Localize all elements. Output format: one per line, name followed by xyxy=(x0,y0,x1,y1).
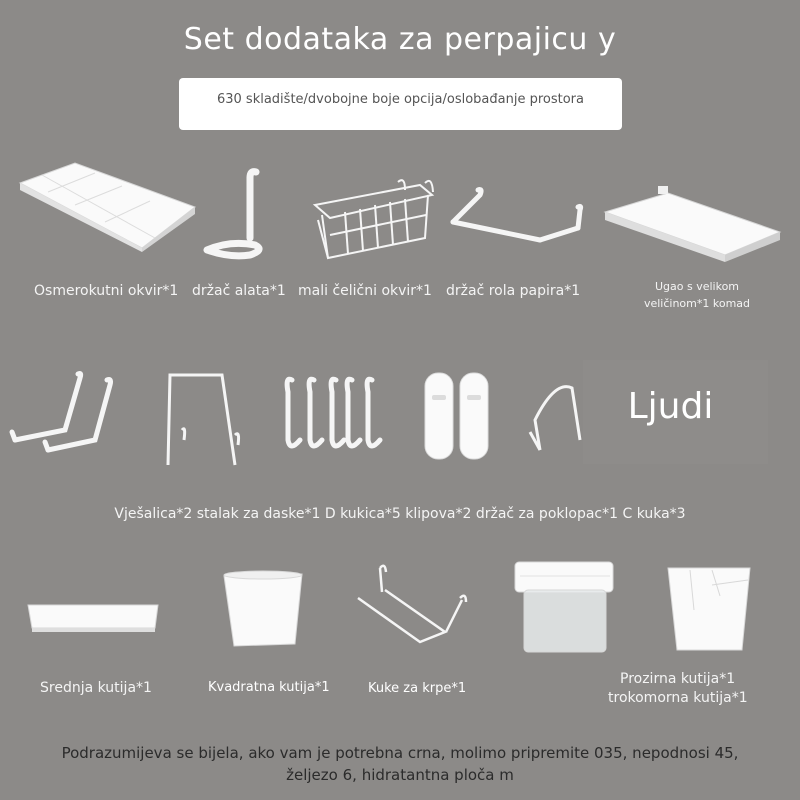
board-rack-shape xyxy=(168,375,239,465)
footer-note xyxy=(30,742,770,786)
label-three-compartment-box: trokomorna kutija*1 xyxy=(608,690,748,706)
hanger-shape xyxy=(12,374,111,451)
subtitle: 630 skladište/dvobojne boje opcija/oslobađanje prostora xyxy=(216,92,584,107)
label-steel-frame: mali čelični okvir*1 xyxy=(298,283,432,299)
label-square-box: Kvadratna kutija*1 xyxy=(208,680,330,695)
middle-box-shape xyxy=(28,605,158,632)
towel-hooks-shape xyxy=(358,566,466,642)
transparent-box-shape xyxy=(515,562,613,652)
label-towel-hooks: Kuke za krpe*1 xyxy=(368,681,467,696)
label-tool-holder: držač alata*1 xyxy=(192,283,286,299)
wire-basket-shape xyxy=(315,180,433,258)
three-compartment-box-shape xyxy=(668,568,750,650)
paper-roll-holder-shape xyxy=(453,190,581,240)
label-transparent-box: Prozirna kutija*1 xyxy=(620,671,736,687)
label-paper-roll-holder: držač rola papira*1 xyxy=(446,283,581,299)
corner-shelf-shape xyxy=(605,186,780,262)
label-octagonal-frame: Osmerokutni okvir*1 xyxy=(34,283,179,299)
tool-holder-shape xyxy=(207,172,259,256)
page-title: Set dodataka za perpajicu y xyxy=(183,22,617,57)
label-middle-box: Srednja kutija*1 xyxy=(40,680,152,696)
clip-shape xyxy=(425,373,488,459)
footer-line2: željezo 6, hidratantna ploča m xyxy=(286,766,514,784)
d-hook-shape xyxy=(287,379,380,446)
label-corner-shelf xyxy=(632,278,762,312)
square-box-shape xyxy=(224,571,302,646)
label-row2: Vješalica*2 stalak za daske*1 D kukica*5 klipova*2 držač za poklopac*1 C kuka*3 xyxy=(114,506,686,522)
overlay-label: Ljudi xyxy=(627,386,714,427)
octagonal-frame-shape xyxy=(20,163,195,252)
label-corner-shelf-line2: veličinom*1 komad xyxy=(643,297,751,310)
footer-line1: Podrazumijeva se bijela, ako vam je potrebna crna, molimo pripremite 035, nepodnosi 45, xyxy=(61,744,739,762)
lid-holder-shape xyxy=(530,387,580,450)
label-corner-shelf-line1: Ugao s velikom xyxy=(654,280,740,293)
